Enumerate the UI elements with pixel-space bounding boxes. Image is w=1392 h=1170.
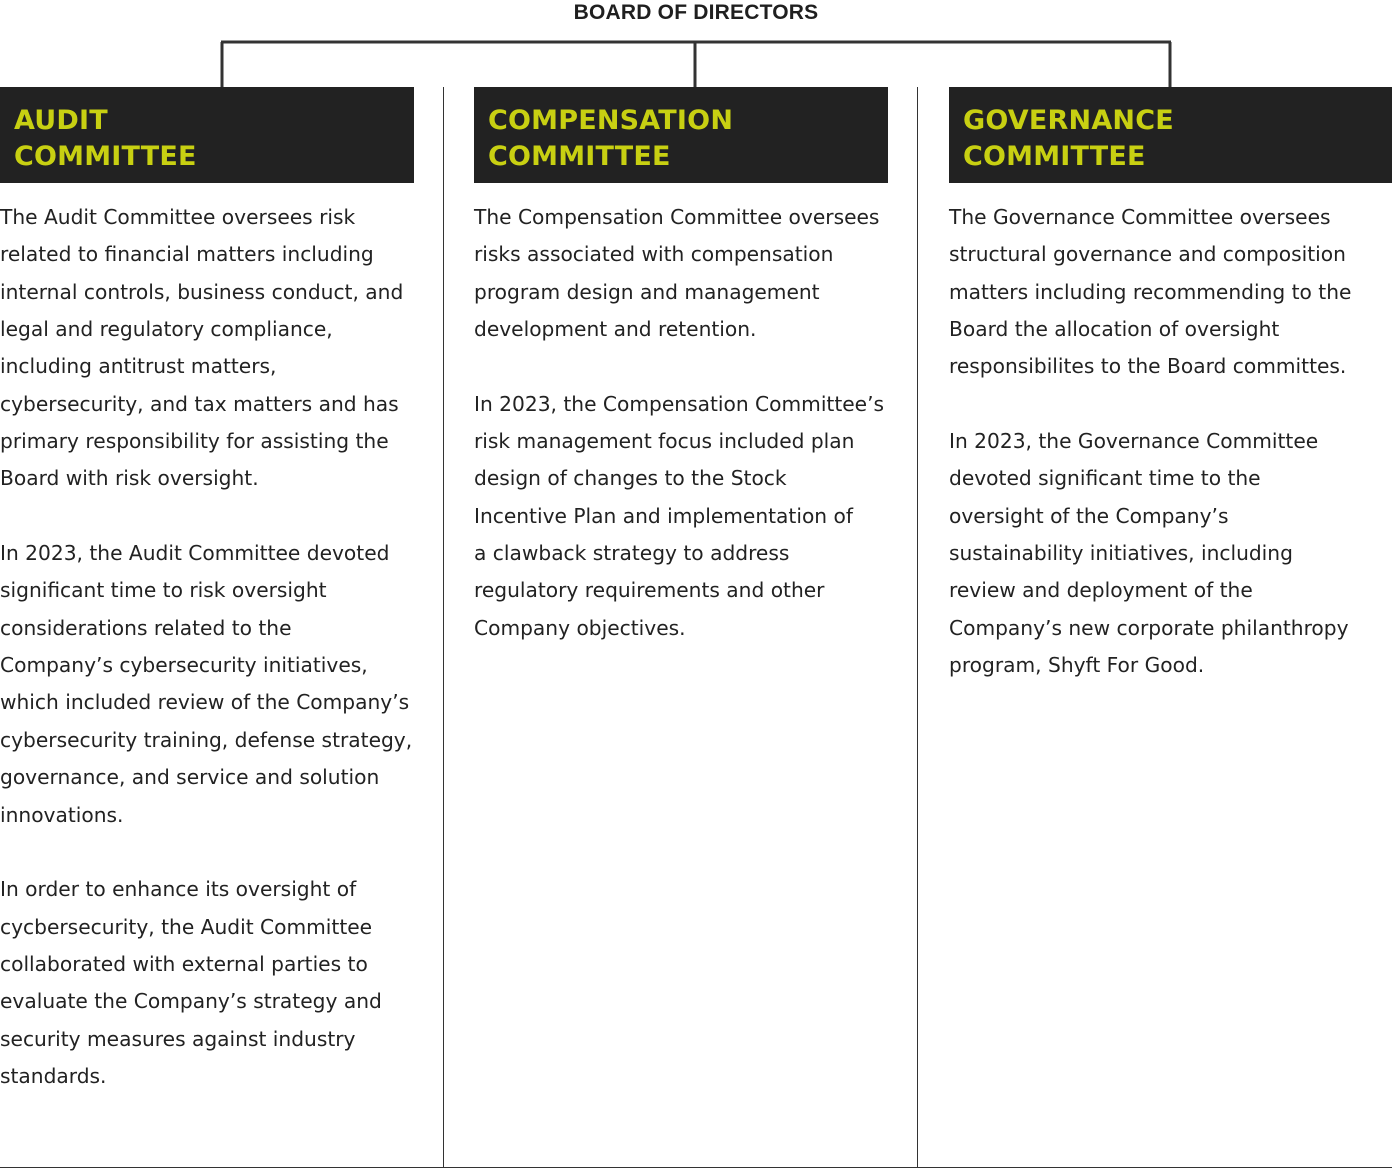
paragraph-line: In order to enhance its oversight of: [0, 877, 357, 902]
paragraph-line: program, Shyft For Good.: [949, 653, 1205, 678]
column-divider: [917, 87, 918, 1168]
paragraph-line: Board the allocation of oversight: [949, 317, 1280, 342]
audit-committee-header: [0, 87, 414, 183]
paragraph-line: responsibilites to the Board committes.: [949, 354, 1347, 379]
committee-paragraph: [0, 535, 436, 834]
paragraph-line: In 2023, the Governance Committee: [949, 429, 1319, 454]
committee-paragraph: [0, 871, 436, 1095]
paragraph-line: structural governance and composition: [949, 242, 1346, 267]
paragraph-line: considerations related to the: [0, 615, 292, 640]
committee-paragraph: [0, 199, 436, 498]
paragraph-line: related to financial matters including: [0, 242, 374, 267]
governance-committee-title: GOVERNANCE COMMITTEE: [963, 105, 1174, 172]
paragraph-line: significant time to risk oversight: [0, 578, 327, 603]
audit-committee-title: AUDIT COMMITTEE: [14, 105, 197, 172]
paragraph-line: a clawback strategy to address: [474, 541, 790, 566]
paragraph-line: cycbersecurity, the Audit Committee: [0, 914, 373, 939]
paragraph-line: devoted significant time to the: [949, 466, 1261, 491]
paragraph-line: standards.: [0, 1063, 107, 1088]
paragraph-line: cybersecurity, and tax matters and has: [0, 391, 399, 416]
paragraph-line: In 2023, the Audit Committee devoted: [0, 541, 390, 566]
paragraph-line: The Compensation Committee oversees: [474, 205, 880, 229]
paragraph-line: The Audit Committee oversees risk: [0, 205, 356, 229]
paragraph-line: which included review of the Company’s: [0, 690, 410, 715]
committee-paragraph: [949, 423, 1389, 684]
paragraph-line: governance, and service and solution: [0, 765, 380, 790]
paragraph-line: including antitrust matters,: [0, 354, 277, 379]
compensation-committee-body: [474, 199, 910, 684]
committee-paragraph: [949, 199, 1389, 386]
governance-committee-header: [949, 87, 1392, 183]
paragraph-line: risk management focus included plan: [474, 429, 855, 454]
paragraph-line: program design and management: [474, 279, 820, 304]
paragraph-line: risks associated with compensation: [474, 242, 834, 267]
committee-paragraph: [474, 199, 910, 348]
paragraph-line: security measures against industry: [0, 1026, 356, 1051]
org-connector-lines: [0, 0, 1392, 90]
paragraph-line: The Governance Committee oversees: [949, 205, 1331, 229]
paragraph-line: oversight of the Company’s: [949, 503, 1229, 528]
board-of-directors-title: BOARD OF DIRECTORS: [573, 1, 819, 24]
paragraph-line: evaluate the Company’s strategy and: [0, 989, 382, 1014]
paragraph-line: development and retention.: [474, 317, 757, 342]
bottom-rule: [0, 1167, 1392, 1168]
compensation-committee-header: [474, 87, 888, 183]
paragraph-line: Company’s cybersecurity initiatives,: [0, 653, 368, 678]
paragraph-line: innovations.: [0, 802, 124, 827]
audit-committee-body: [0, 199, 436, 1133]
paragraph-line: collaborated with external parties to: [0, 951, 368, 976]
paragraph-line: matters including recommending to the: [949, 279, 1352, 304]
paragraph-line: Incentive Plan and implementation of: [474, 503, 853, 528]
paragraph-line: review and deployment of the: [949, 578, 1253, 603]
committee-paragraph: [474, 386, 910, 647]
paragraph-line: primary responsibility for assisting the: [0, 429, 389, 454]
paragraph-line: sustainability initiatives, including: [949, 541, 1293, 566]
paragraph-line: design of changes to the Stock: [474, 466, 787, 491]
paragraph-line: Company objectives.: [474, 615, 686, 640]
paragraph-line: Board with risk oversight.: [0, 466, 259, 491]
paragraph-line: Company’s new corporate philanthropy: [949, 615, 1349, 640]
paragraph-line: legal and regulatory compliance,: [0, 317, 333, 342]
paragraph-line: cybersecurity training, defense strategy,: [0, 727, 413, 752]
compensation-committee-title: COMPENSATION COMMITTEE: [488, 105, 734, 172]
governance-committee-body: [949, 199, 1389, 722]
column-divider: [443, 87, 444, 1168]
paragraph-line: internal controls, business conduct, and: [0, 279, 404, 304]
paragraph-line: regulatory requirements and other: [474, 578, 825, 603]
paragraph-line: In 2023, the Compensation Committee’s: [474, 391, 885, 416]
